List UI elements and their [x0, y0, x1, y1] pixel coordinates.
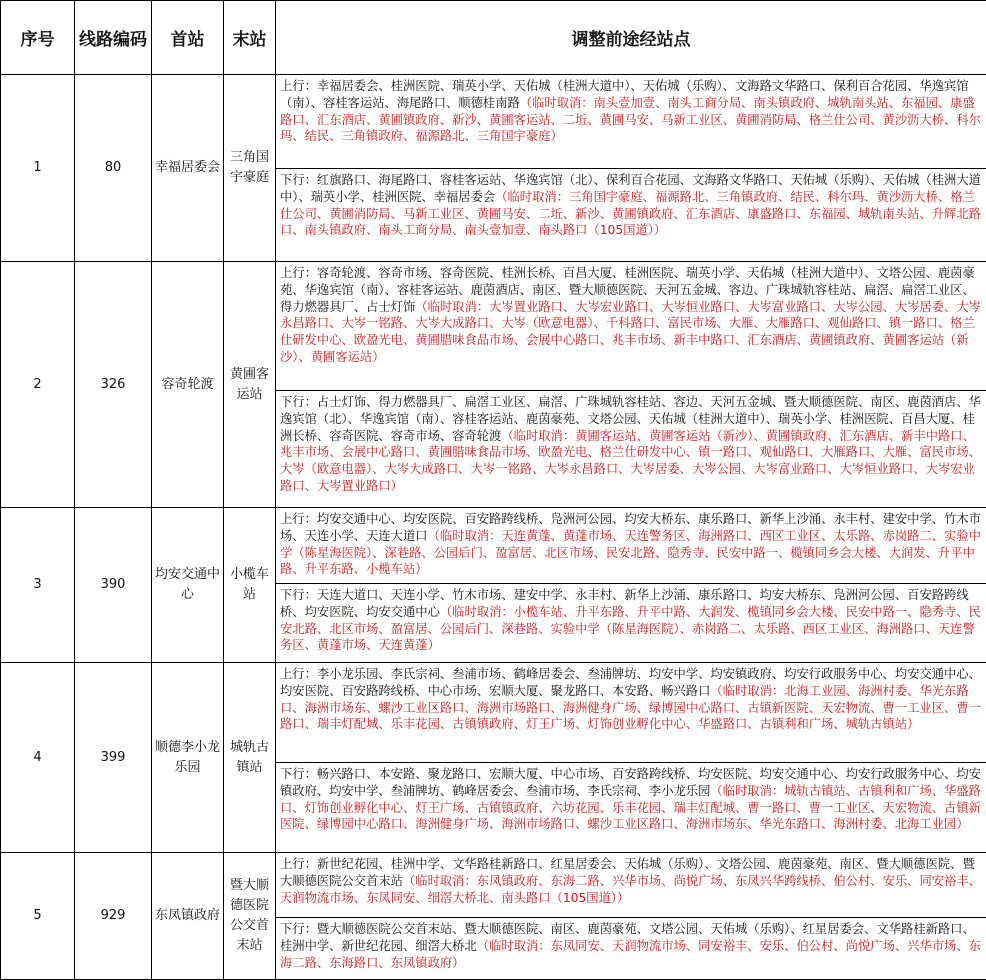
header-first-stop: 首站: [152, 1, 224, 75]
row-last-stop: 暨大顺德医院公交首末站: [224, 853, 276, 980]
downbound-cancelled-stops: （临时取消：黄圃客运站、黄圃客运站（新沙）、黄圃镇政府、汇东酒店、新丰中路口、兆丰市场、会展中心路口、黄圃腊味食品市场、欧盈光电、格兰仕研发中心、镇一路口、观仙路口、大雁路口、大雁、富民市场、大岑（欧意电器）、大岑大成路口、大岑一铭路、大岑永昌路口、大岑居委、大岑公园、大岑富业路口、大岑恒业路口、大岑宏业路口、大岑置业路口）: [280, 428, 981, 493]
downbound-cancelled-stops: （临时取消：小榄车站、升平东路、升平中路、大润发、榄镇同乡会大楼、民安中路一、隐秀寺、民安北路、北区市场、盈富居、公园后门、深巷路、实验中学（陈星海医院）、赤岗路二、太乐路、西区工业区、海洲路口、天连警务区、黄蓬市场、天连黄蓬）: [280, 604, 981, 653]
row-first-stop: 容奇轮渡: [152, 262, 224, 508]
table-row: [1, 75, 986, 262]
downbound-cancelled-stops: （临时取消：城轨古镇站、古镇利和广场、华盛路口、灯饰创业孵化中心、灯王广场、古镇镇政府、六坊花园、乐丰花园、瑞丰灯配城、曹一路口、曹一工业区、天宏物流、古镇新医院、绿博园中心路口、海洲健身广场、海洲市场路口、螺沙工业区路口、海洲市场东、华光东路口、海洲村委、北海工业园）: [280, 783, 981, 832]
row-seq: 5: [1, 853, 75, 980]
row-route-code: 80: [75, 75, 152, 262]
row-seq: 2: [1, 262, 75, 508]
header-last-stop: 末站: [224, 1, 276, 75]
upbound-cancelled-stops: （临时取消：北海工业园、海洲村委、华光东路口、海洲市场东、螺沙工业区路口、海洲市场路口、海洲健身广场、绿博园中心路口、古镇新医院、天宏物流、曹一工业区、曹一路口、瑞丰灯配城、乐丰花园、古镇镇政府、灯王广场、灯饰创业孵化中心、华盛路口、古镇利和广场、城轨古镇站）: [280, 683, 981, 732]
upbound-cancelled-stops: （临时取消：南头壹加壹、南头工商分局、南头镇政府、城轨南头站、东福园、康盛路口、汇东酒店、黄圃镇政府、新沙、黄圃客运站、二坵、黄圃马安、马新工业区、黄圃消防局、格兰仕公司、黄沙沥大桥、科尔玛、结民、三角镇政府、福源路北、三角国宇豪庭）: [280, 95, 981, 144]
row-last-stop: 城轨古镇站: [224, 663, 276, 853]
upbound-normal-stops: 上行：幸福居委会、桂洲医院、瑞英小学、天佑城（桂洲大道中）、天佑城（乐购）、文海路文华路口、保利百合花园、华逸宾馆（南）、容桂客运站、海尾路口、顺德桂南路: [280, 79, 969, 110]
upbound-normal-stops: 上行：新世纪花园、桂洲中学、文华路桂新路口、红星居委会、天佑城（乐购）、文塔公园、鹿茵豪苑、南区、暨大顺德医院、暨大顺德医院公交首末站: [280, 857, 975, 888]
row-seq: 3: [1, 508, 75, 663]
downbound-stops: [276, 168, 986, 261]
table-row: [1, 663, 986, 853]
downbound-stops: [276, 917, 986, 979]
table-row: [1, 262, 986, 508]
downbound-stops: [276, 762, 986, 852]
downbound-normal-stops: 下行：暨大顺德医院公交首末站、暨大顺德医院、南区、鹿茵豪苑、文塔公园、天佑城（乐购）、红星居委会、文华路桂新路口、桂洲中学、新世纪花园、细滘大桥北: [280, 922, 975, 953]
row-first-stop: 东凤镇政府: [152, 853, 224, 980]
upbound-stops: [276, 508, 986, 583]
row-seq: 1: [1, 75, 75, 262]
downbound-normal-stops: 下行：畅兴路口、本安路、聚龙路口、宏顺大厦、中心市场、百安路跨线桥、均安医院、均安交通中心、均安行政服务中心、均安镇政府、均安中学、叁浦牌坊、鹤峰居委会、叁浦市场、李氏宗祠、李小龙乐园: [280, 767, 981, 798]
row-last-stop: 黄圃客运站: [224, 262, 276, 508]
row-first-stop: 幸福居委会: [152, 75, 224, 262]
row-last-stop: 小榄车站: [224, 508, 276, 663]
header-seq: 序号: [1, 1, 75, 75]
upbound-normal-stops: 上行：均安交通中心、均安医院、百安路跨线桥、凫洲河公园、均安大桥东、康乐路口、新华上沙涌、永丰村、建安中学、竹木市场、天连小学、天连大道口: [280, 512, 981, 543]
row-route-code: 929: [75, 853, 152, 980]
downbound-normal-stops: 下行：红旗路口、海尾路口、容桂客运站、华逸宾馆（北）、保利百合花园、文海路文华路口、天佑城（乐购）、天佑城（桂洲大道中）、瑞英小学、桂洲医院、幸福居委会: [280, 173, 981, 204]
upbound-stops: [276, 262, 986, 390]
row-first-stop: 顺德李小龙乐园: [152, 663, 224, 853]
downbound-stops: [276, 583, 986, 662]
upbound-stops: [276, 75, 986, 168]
row-last-stop: 三角国宇豪庭: [224, 75, 276, 262]
row-first-stop: 均安交通中心: [152, 508, 224, 663]
upbound-stops: [276, 853, 986, 917]
table-row: [1, 508, 986, 663]
downbound-normal-stops: 下行：天连大道口、天连小学、竹木市场、建安中学、永丰村、新华上沙涌、康乐路口、均安大桥东、凫洲河公园、百安路跨线桥、均安医院、均安交通中心: [280, 588, 969, 619]
downbound-cancelled-stops: （临时取消：东凤同安、天润物流市场、同安裕丰、安乐、伯公村、尚悦广场、兴华市场、东海二路、东海路口、东凤镇政府）: [280, 938, 981, 970]
header-row: [1, 1, 986, 75]
downbound-normal-stops: 下行：占士灯饰、得力燃器具厂、扁滘工业区、扁滘、广珠城轨容桂站、容边、天河五金城、暨大顺德医院、南区、鹿茵酒店、华逸宾馆（北）、华逸宾馆（南）、容桂客运站、鹿茵豪苑、文塔公园、天佑城（桂洲大道中）、瑞英小学、桂洲医院、百昌大厦、桂洲长桥、容奇医院、容奇市场、容奇轮渡: [280, 395, 981, 443]
downbound-cancelled-stops: （临时取消：三角国宇豪庭、福源路北、三角镇政府、结民、科尔玛、黄沙沥大桥、格兰仕公司、黄圃消防局、马新工业区、黄圃马安、二坵、新沙、黄圃镇政府、汇东酒店、康盛路口、东福园、城轨南头站、升辉北路口、南头镇政府、南头工商分局、南头壹加壹、南头路口（105国道））: [280, 189, 981, 238]
upbound-cancelled-stops: （临时取消：东凤镇政府、东海二路、兴华市场、尚悦广场、东凤兴华跨线桥、伯公村、安乐、同安裕丰、天润物流市场、东凤同安、细滘大桥北、南头路口（105国道））: [280, 873, 981, 905]
row-stops: [276, 853, 986, 980]
header-route-code: 线路编码: [75, 1, 152, 75]
row-seq: 4: [1, 663, 75, 853]
table-row: [1, 853, 986, 980]
row-route-code: 326: [75, 262, 152, 508]
row-route-code: 399: [75, 663, 152, 853]
upbound-cancelled-stops: （临时取消：天连黄蓬、黄蓬市场、天连警务区、海洲路口、西区工业区、太乐路、赤岗路二、实验中学（陈星海医院）、深巷路、公园后门、盈富居、北区市场、民安北路、隐秀寺、民安中路一、榄镇同乡会大楼、大润发、升平中路、升平东路、小榄车站）: [280, 528, 981, 577]
upbound-cancelled-stops: （临时取消：大岑置业路口、大岑宏业路口、大岑恒业路口、大岑富业路口、大岑公园、大岑居委、大岑永昌路口、大岑一铭路、大岑大成路口、大岑（欧意电器）、千科路口、富民市场、大雁、大雁路口、观仙路口、镇一路口、格兰仕研发中心、欧盈光电、黄圃腊味食品市场、会展中心路口、兆丰市场、新丰中路口、汇东酒店、黄圃镇政府、黄圃客运站（新沙）、黄圃客运站）: [280, 299, 981, 364]
upbound-normal-stops: 上行：李小龙乐园、李氏宗祠、叁浦市场、鹤峰居委会、叁浦牌坊、均安中学、均安镇政府、均安行政服务中心、均安交通中心、均安医院、百安路跨线桥、中心市场、宏顺大厦、聚龙路口、本安路、畅兴路口: [280, 667, 981, 698]
row-stops: [276, 663, 986, 853]
row-stops: [276, 75, 986, 262]
row-stops: [276, 262, 986, 508]
row-stops: [276, 508, 986, 663]
downbound-stops: [276, 390, 986, 507]
upbound-stops: [276, 663, 986, 762]
upbound-normal-stops: 上行：容奇轮渡、容奇市场、容奇医院、桂洲长桥、百昌大厦、桂洲医院、瑞英小学、天佑城（桂洲大道中）、文塔公园、鹿茵豪苑、华逸宾馆（南）、容桂客运站、鹿茵酒店、南区、暨大顺德医院、天河五金城、容边、广珠城轨容桂站、扁滘、扁滘工业区、得力燃器具厂、占士灯饰: [280, 266, 975, 314]
row-route-code: 390: [75, 508, 152, 663]
header-stops-before-adjustment: 调整前途经站点: [276, 1, 986, 75]
